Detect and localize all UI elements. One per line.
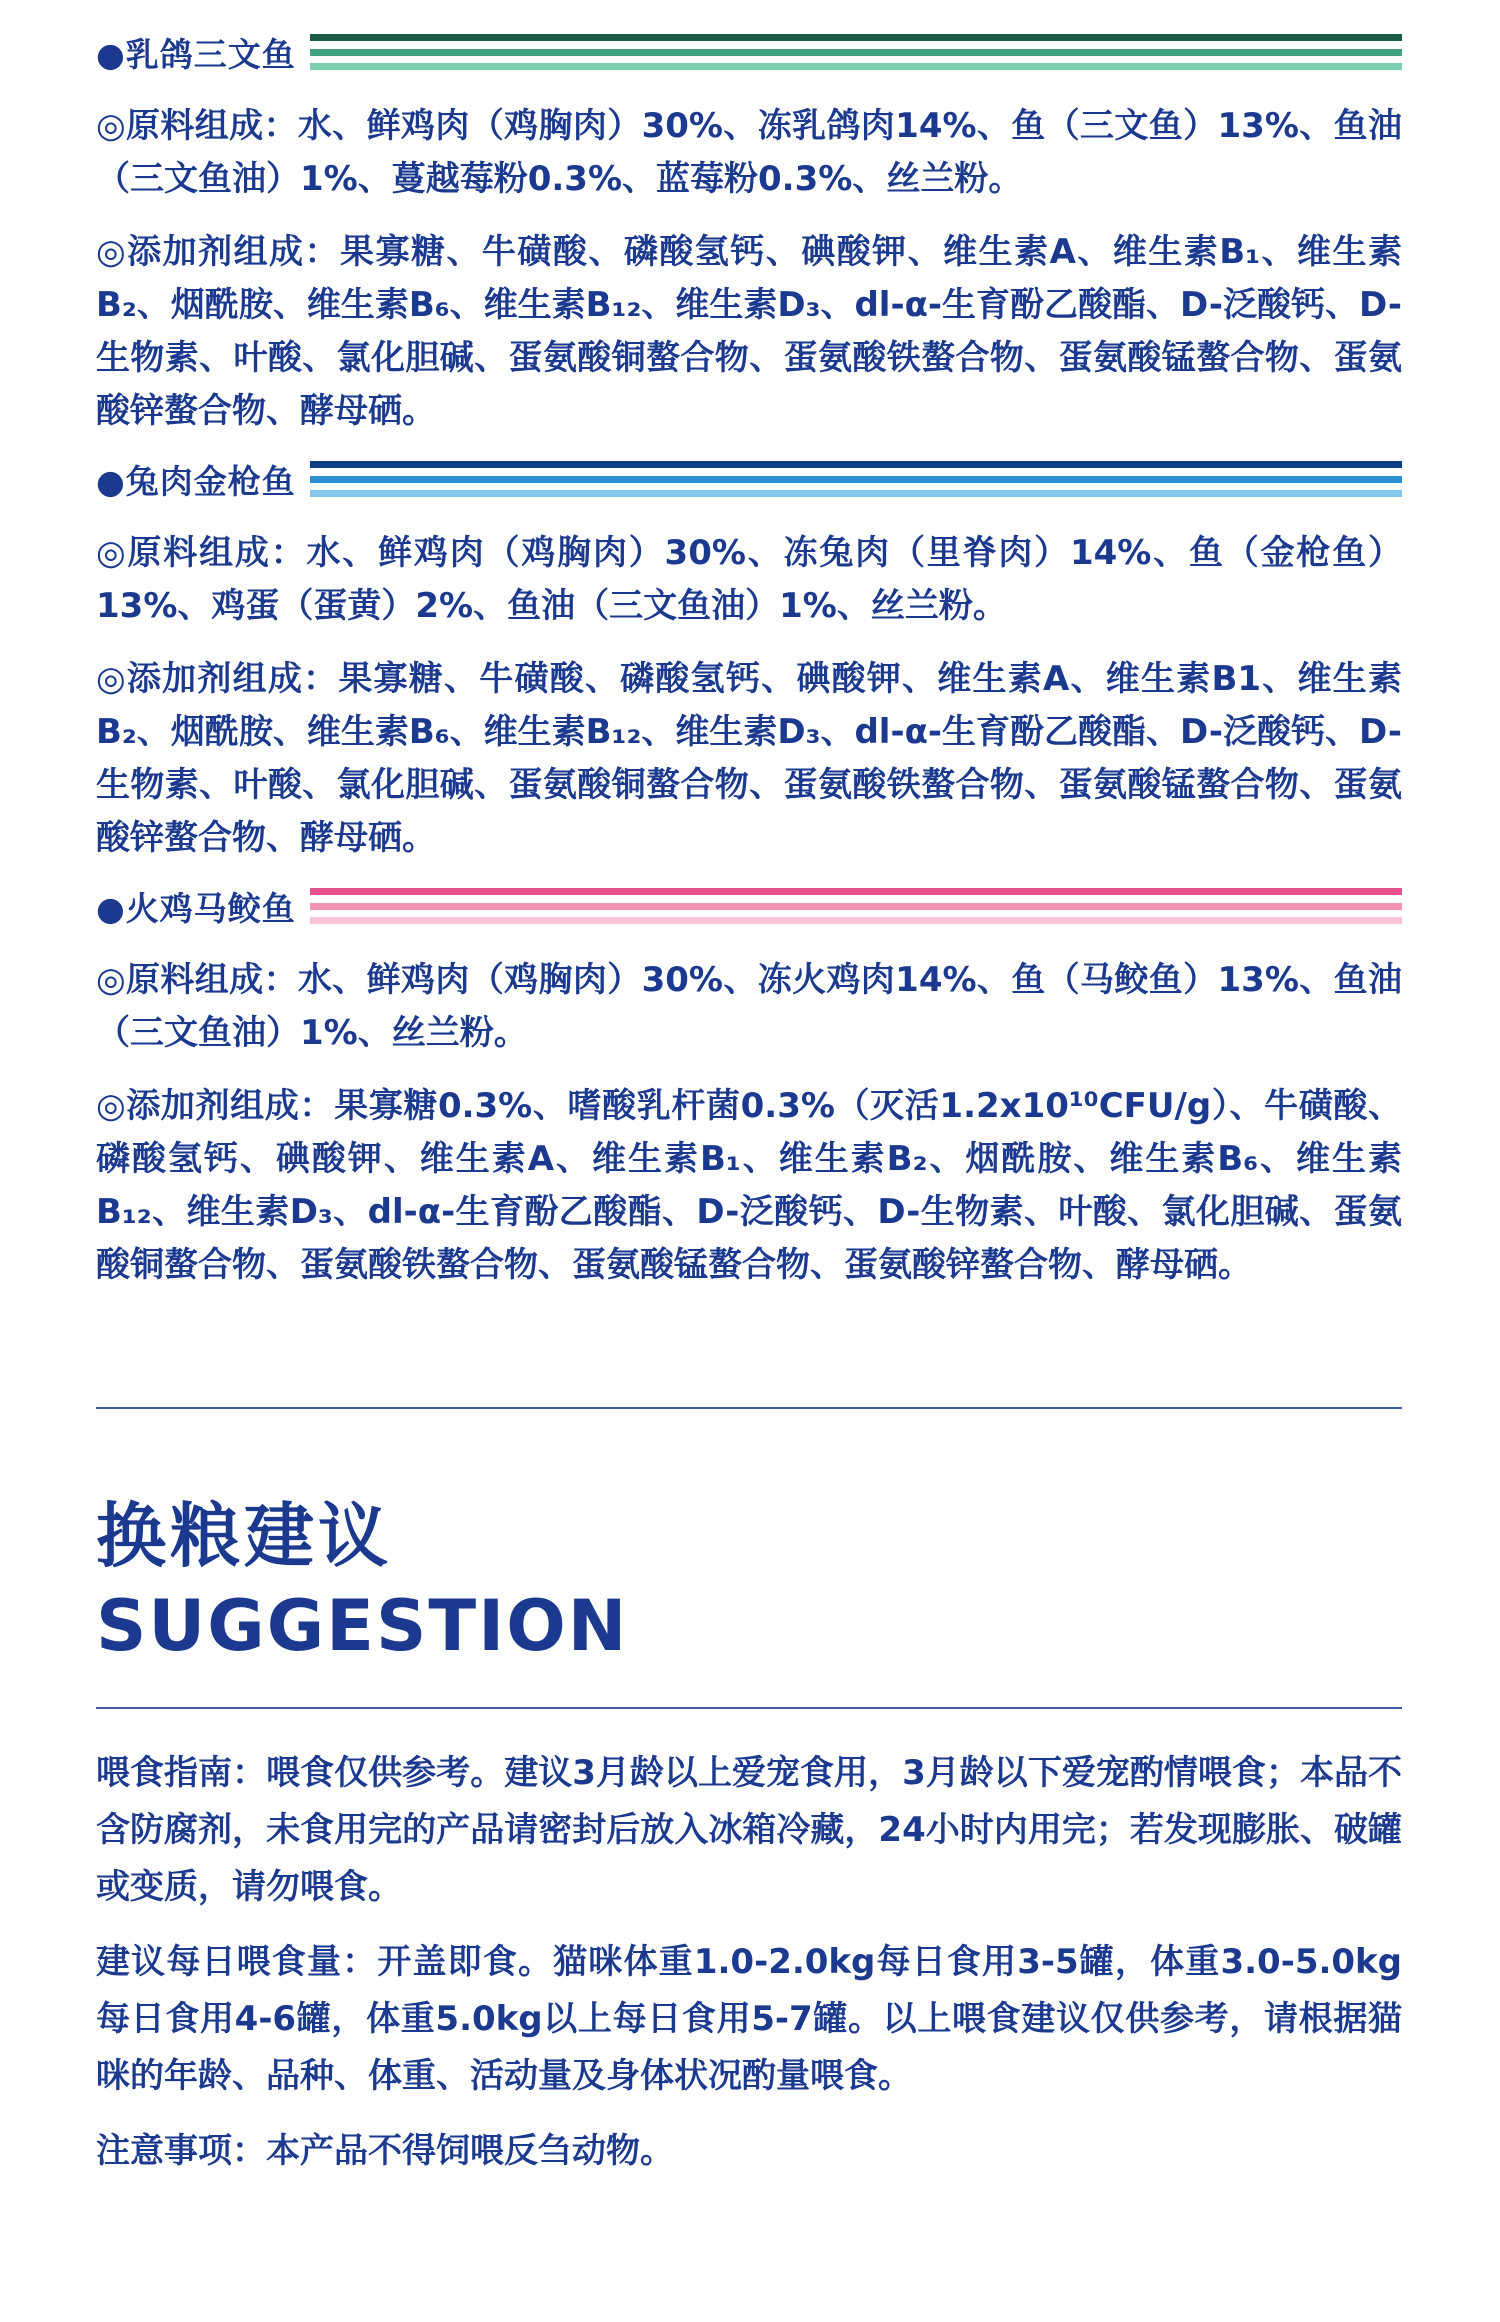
- additives-label: ◎添加剂组成：: [96, 659, 339, 699]
- heading-en: SUGGESTION: [96, 1585, 629, 1667]
- stripe-3: [310, 63, 1402, 70]
- stripe-1: [310, 888, 1402, 895]
- section-title: ●兔肉金枪鱼: [96, 461, 296, 501]
- notice-text: 本产品不得饲喂反刍动物。: [266, 2131, 674, 2171]
- additives-text: 果寡糖0.3%、嗜酸乳杆菌0.3%（灭活1.2x10¹⁰CFU/g）、牛磺酸、磷酸氢钙、碘酸钾、维生素A、维生素B₁、维生素B₂、烟酰胺、维生素B₆、维生素B₁₂、维生素D₃、dl-α-生育酚乙酸酯、D-泛酸钙、D-生物素、叶酸、氯化胆碱、蛋氨酸铜螯合物、蛋氨酸铁螯合物、蛋氨酸锰螯合物、蛋氨酸锌螯合物、酵母硒。: [96, 1086, 1402, 1285]
- divider-bottom: [96, 1707, 1402, 1709]
- raw-materials-paragraph: [96, 100, 1402, 206]
- stripe-2: [310, 476, 1402, 483]
- additives-paragraph: [96, 653, 1402, 865]
- daily-amount: [96, 1934, 1402, 2105]
- feeding-guide-text: 喂食仅供参考。建议3月龄以上爱宠食用，3月龄以下爱宠酌情喂食；本品不含防腐剂，未食用完的产品请密封后放入冰箱冷藏，24小时内用完；若发现膨胀、破罐或变质，请勿喂食。: [96, 1753, 1403, 1907]
- section-stripes: [310, 34, 1402, 70]
- additives-label: ◎添加剂组成：: [96, 1086, 335, 1126]
- section-turkey-mackerel: [96, 880, 1402, 1292]
- additives-text: 果寡糖、牛磺酸、磷酸氢钙、碘酸钾、维生素A、维生素B₁、维生素B₂、烟酰胺、维生素B₆、维生素B₁₂、维生素D₃、dl-α-生育酚乙酸酯、D-泛酸钙、D-生物素、叶酸、氯化胆碱、蛋氨酸铜螯合物、蛋氨酸铁螯合物、蛋氨酸锰螯合物、蛋氨酸锌螯合物、酵母硒。: [96, 232, 1402, 431]
- additives-paragraph: [96, 226, 1402, 438]
- heading-cn: 换粮建议: [96, 1495, 392, 1577]
- section-stripes: [310, 888, 1402, 924]
- stripe-3: [310, 490, 1402, 497]
- section-stripes: [310, 461, 1402, 497]
- additives-label: ◎添加剂组成：: [96, 232, 341, 272]
- raw-materials-label: ◎原料组成：: [96, 106, 298, 146]
- suggestion-block: [96, 1745, 1402, 2198]
- additives-paragraph: [96, 1080, 1402, 1292]
- raw-materials-label: ◎原料组成：: [96, 533, 307, 573]
- feeding-guide-label: 喂食指南：: [96, 1753, 267, 1793]
- section-title: ●火鸡马鲛鱼: [96, 888, 296, 928]
- section-header: [96, 880, 1402, 932]
- raw-materials-label: ◎原料组成：: [96, 960, 298, 1000]
- divider-top: [96, 1407, 1402, 1409]
- section-pigeon-salmon: [96, 26, 1402, 438]
- stripe-2: [310, 903, 1402, 910]
- daily-amount-text: 开盖即食。猫咪体重1.0-2.0kg每日食用3-5罐，体重3.0-5.0kg每日食用4-6罐，体重5.0kg以上每日食用5-7罐。以上喂食建议仅供参考，请根据猫咪的年龄、品种、体重、活动量及身体状况酌量喂食。: [96, 1942, 1402, 2096]
- raw-materials-paragraph: [96, 954, 1402, 1060]
- section-header: [96, 453, 1402, 505]
- raw-materials-text: 水、鲜鸡肉（鸡胸肉）30%、冻兔肉（里脊肉）14%、鱼（金枪鱼）13%、鸡蛋（蛋黄）2%、鱼油（三文鱼油）1%、丝兰粉。: [96, 533, 1402, 626]
- feeding-guide: [96, 1745, 1402, 1916]
- raw-materials-text: 水、鲜鸡肉（鸡胸肉）30%、冻乳鸽肉14%、鱼（三文鱼）13%、鱼油（三文鱼油）1%、蔓越莓粉0.3%、蓝莓粉0.3%、丝兰粉。: [96, 106, 1403, 199]
- stripe-2: [310, 49, 1402, 56]
- section-rabbit-tuna: [96, 453, 1402, 865]
- notice-label: 注意事项：: [96, 2131, 266, 2171]
- stripe-3: [310, 917, 1402, 924]
- section-title: ●乳鸽三文鱼: [96, 34, 296, 74]
- section-header: [96, 26, 1402, 78]
- notice: [96, 2123, 1402, 2180]
- additives-text: 果寡糖、牛磺酸、磷酸氢钙、碘酸钾、维生素A、维生素B1、维生素B₂、烟酰胺、维生素B₆、维生素B₁₂、维生素D₃、dl-α-生育酚乙酸酯、D-泛酸钙、D-生物素、叶酸、氯化胆碱、蛋氨酸铜螯合物、蛋氨酸铁螯合物、蛋氨酸锰螯合物、蛋氨酸锌螯合物、酵母硒。: [96, 659, 1402, 858]
- stripe-1: [310, 34, 1402, 41]
- raw-materials-text: 水、鲜鸡肉（鸡胸肉）30%、冻火鸡肉14%、鱼（马鲛鱼）13%、鱼油（三文鱼油）1%、丝兰粉。: [96, 960, 1403, 1053]
- raw-materials-paragraph: [96, 527, 1402, 633]
- stripe-1: [310, 461, 1402, 468]
- daily-amount-label: 建议每日喂食量：: [96, 1942, 378, 1982]
